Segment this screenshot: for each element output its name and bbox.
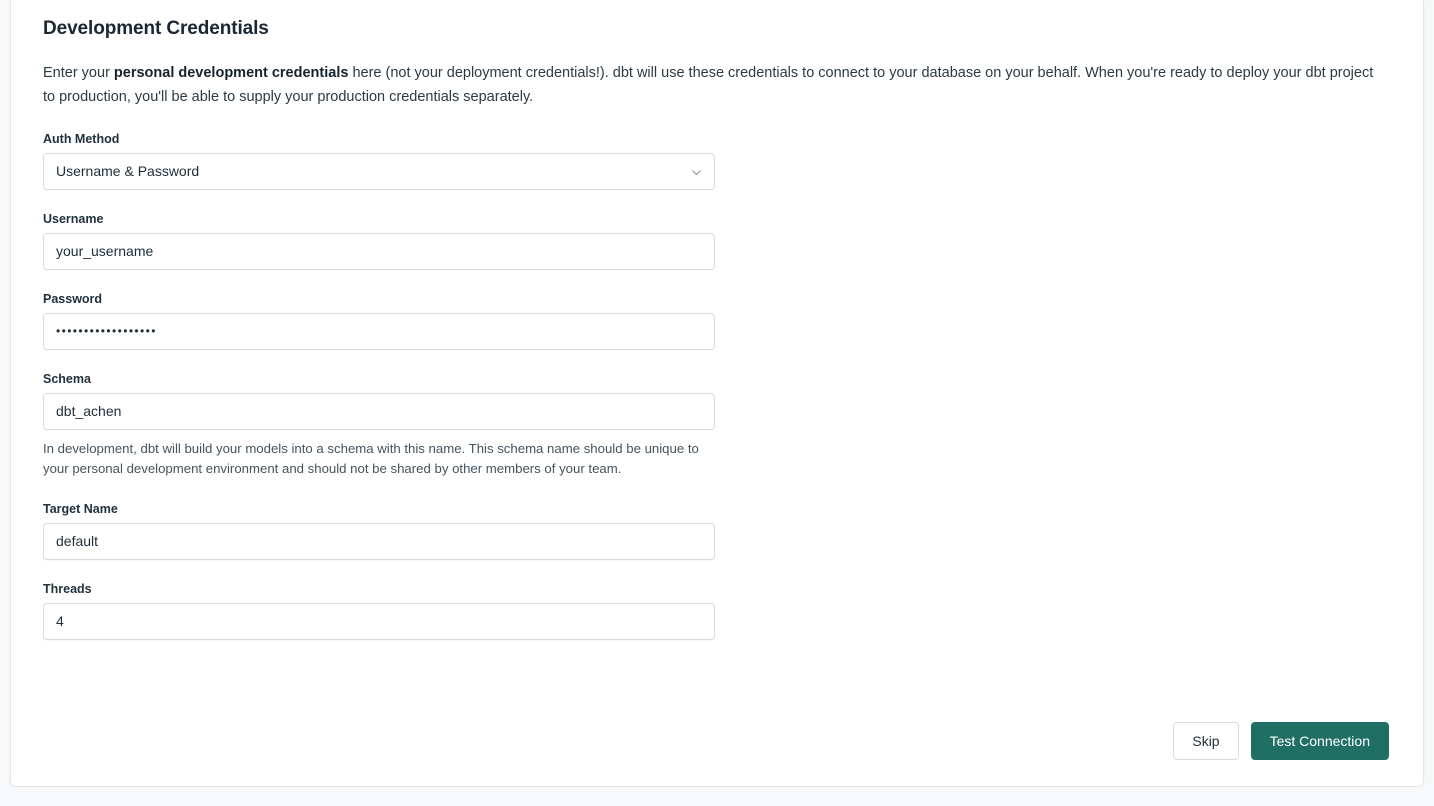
- field-target-name: [43, 502, 715, 560]
- threads-label: Threads: [43, 581, 92, 596]
- schema-input[interactable]: [43, 393, 715, 430]
- intro-text: [43, 62, 1383, 110]
- intro-post: here (not your deployment credentials!). dbt will use these credentials to connect to your database on your behalf. When you're ready to deploy your dbt project to production, you'll be able to supply your production credentials separately.: [43, 65, 1374, 105]
- password-value: ••••••••••••••••••: [56, 324, 157, 339]
- target-name-label: Target Name: [43, 501, 118, 516]
- username-input[interactable]: [43, 233, 715, 270]
- password-input[interactable]: [43, 313, 715, 350]
- field-auth-method: [43, 132, 715, 190]
- form-actions: [1173, 722, 1389, 760]
- threads-input[interactable]: [43, 603, 715, 640]
- password-label: Password: [43, 291, 103, 306]
- schema-label: Schema: [43, 371, 91, 386]
- threads-value: 4: [56, 613, 64, 630]
- target-name-input[interactable]: [43, 523, 715, 560]
- field-password: [43, 292, 715, 350]
- field-schema: [43, 372, 715, 480]
- intro-emphasis: personal development credentials: [113, 65, 349, 81]
- username-label: Username: [43, 211, 104, 226]
- page-title: Development Credentials: [43, 18, 269, 39]
- test-connection-button[interactable]: Test Connection: [1251, 722, 1389, 760]
- chevron-down-icon[interactable]: [690, 154, 703, 191]
- field-threads: [43, 582, 715, 640]
- skip-button[interactable]: Skip: [1173, 722, 1238, 760]
- auth-method-label: Auth Method: [43, 131, 120, 146]
- schema-helper-text: In development, dbt will build your models into a schema with this name. This schema name should be unique to your personal development environment and should not be shared by other members of your team.: [43, 440, 699, 477]
- username-value: your_username: [56, 243, 154, 260]
- auth-method-value: Username & Password: [56, 163, 200, 180]
- intro-pre: Enter your: [43, 65, 114, 81]
- target-name-value: default: [56, 533, 99, 550]
- card-inner: [11, 0, 1423, 640]
- development-credentials-card: [10, 0, 1424, 787]
- field-username: [43, 212, 715, 270]
- page-background-strip: [0, 787, 1434, 806]
- schema-value: dbt_achen: [56, 403, 122, 420]
- auth-method-select[interactable]: [43, 153, 715, 190]
